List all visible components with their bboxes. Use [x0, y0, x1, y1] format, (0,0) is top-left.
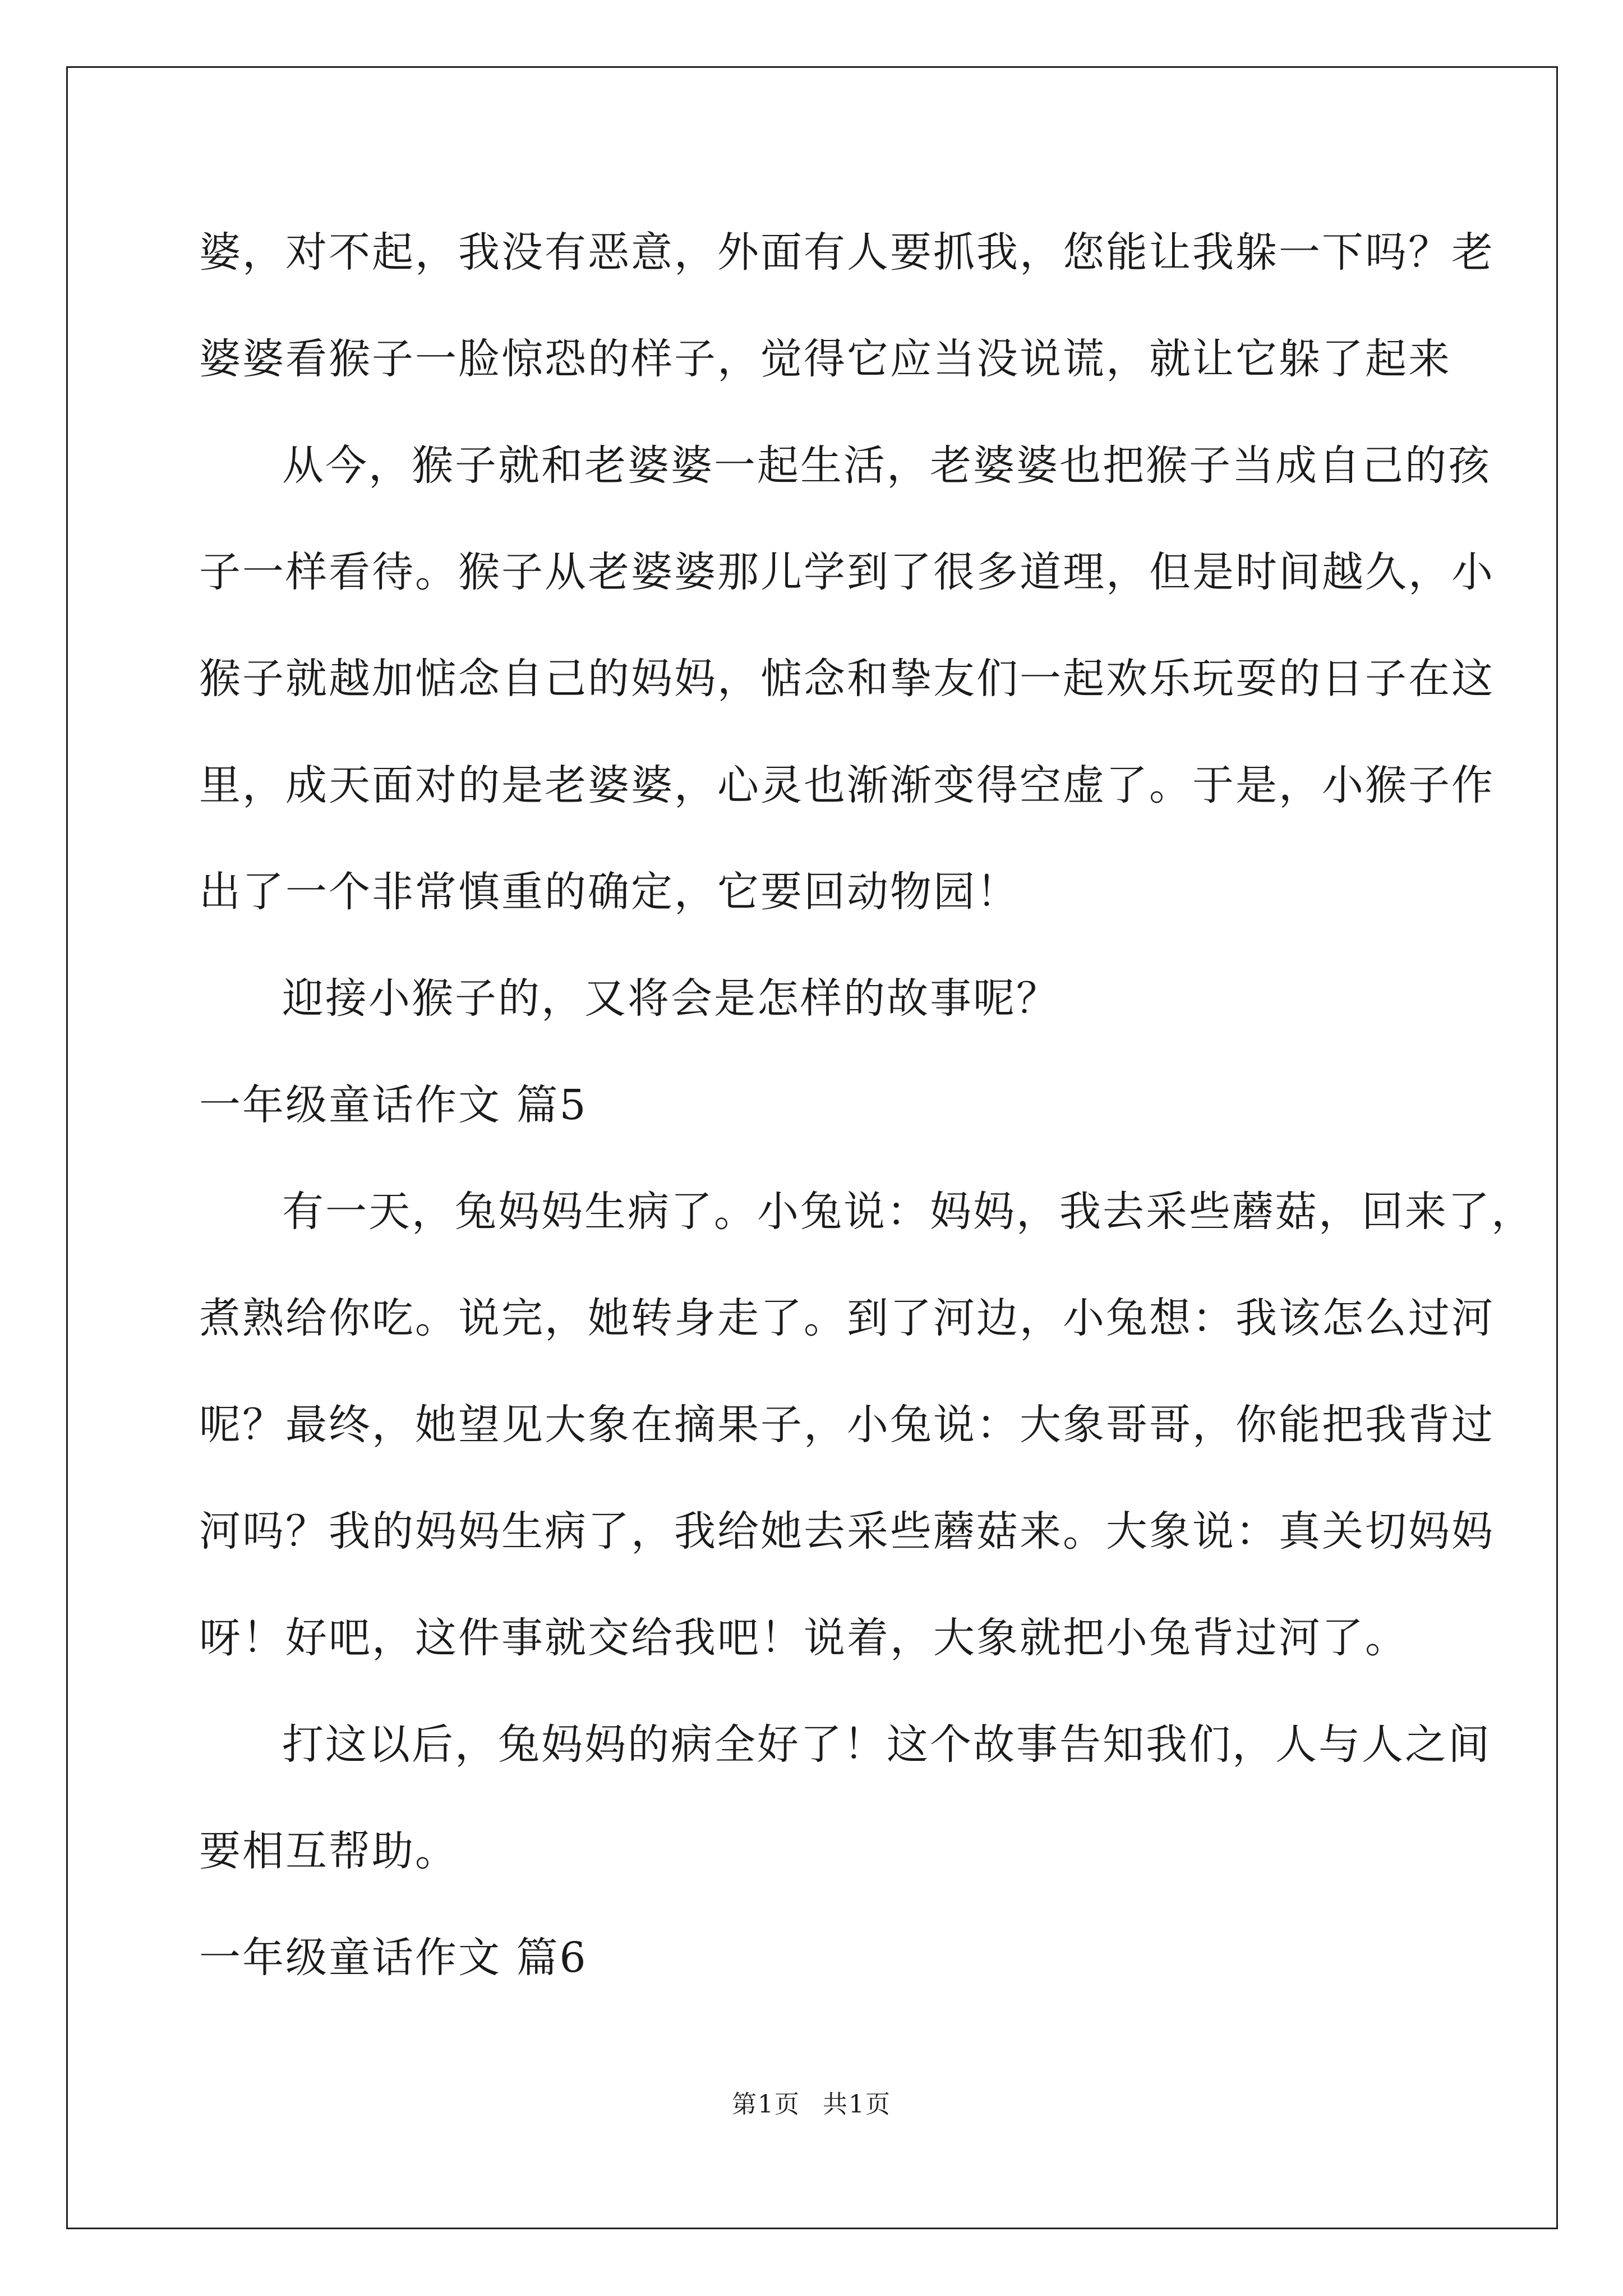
- page-total: 共1页: [823, 2090, 891, 2119]
- section-heading: 一年级童话作文 篇5: [199, 1081, 588, 1129]
- text-line: 迎接小猴子的，又将会是怎样的故事呢？: [282, 974, 1059, 1023]
- text-line: 从今，猴子就和老婆婆一起生活，老婆婆也把猴子当成自己的孩: [282, 441, 1491, 490]
- text-line: 婆，对不起，我没有恶意，外面有人要抓我，您能让我躲一下吗？老: [199, 228, 1495, 277]
- page-footer: [0, 2088, 1623, 2122]
- text-line: 出了一个非常慎重的确定，它要回动物园！: [199, 868, 1020, 916]
- text-line: 呀！好吧，这件事就交给我吧！说着，大象就把小兔背过河了。: [199, 1614, 1408, 1662]
- text-line: 河吗？我的妈妈生病了，我给她去采些蘑菇来。大象说：真关切妈妈: [199, 1507, 1495, 1556]
- document-body: [199, 199, 1534, 2011]
- text-line: 呢？最终，她望见大象在摘果子，小兔说：大象哥哥，你能把我背过: [199, 1401, 1495, 1449]
- page-number: 第1页: [732, 2090, 800, 2119]
- text-line: 打这以后，兔妈妈的病全好了！这个故事告知我们，人与人之间: [282, 1720, 1491, 1769]
- text-line: 煮熟给你吃。说完，她转身走了。到了河边，小兔想：我该怎么过河: [199, 1294, 1495, 1342]
- text-line: 有一天，兔妈妈生病了。小兔说：妈妈，我去采些蘑菇，回来了，: [282, 1188, 1534, 1236]
- text-line: 婆婆看猴子一脸惊恐的样子，觉得它应当没说谎，就让它躲了起来: [199, 335, 1451, 383]
- text-line: 要相互帮助。: [199, 1827, 458, 1875]
- text-line: 里，成天面对的是老婆婆，心灵也渐渐变得空虚了。于是，小猴子作: [199, 761, 1495, 809]
- text-line: 子一样看待。猴子从老婆婆那儿学到了很多道理，但是时间越久，小: [199, 548, 1495, 596]
- text-line: 猴子就越加惦念自己的妈妈，惦念和挚友们一起欢乐玩耍的日子在这: [199, 655, 1495, 703]
- section-heading: 一年级童话作文 篇6: [199, 1934, 588, 1982]
